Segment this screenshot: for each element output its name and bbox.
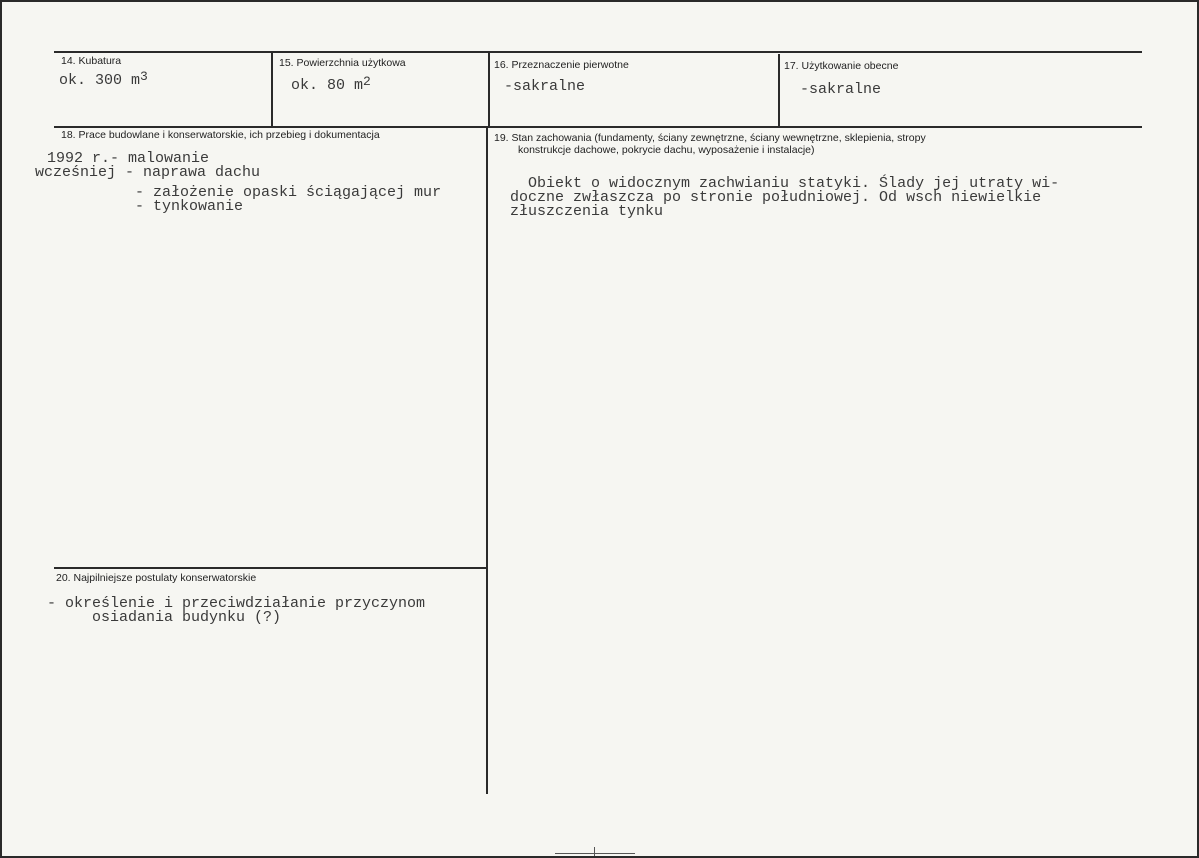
powierzchnia-value [291,74,371,94]
przeznaczenie-value: -sakralne [504,78,586,95]
prace-budowlane-line-1: 1992 r.- malowanie [47,150,210,167]
row1-bottom-rule [54,126,1142,128]
stan-zachowania-label-1: 19. Stan zachowania (fundamenty, ściany zewnętrzne, ściany wewnętrzne, sklepienia, stropy [494,132,926,144]
kubatura-label: 14. Kubatura [61,55,122,67]
section-20-top-rule [54,567,487,569]
prace-budowlane-label: 18. Prace budowlane i konserwatorskie, ich przebieg i dokumentacja [61,129,380,141]
powierzchnia-unit-sup: 2 [363,74,371,89]
uzytkowanie-label: 17. Użytkowanie obecne [784,60,899,72]
kubatura-value-text: ok. 300 m [59,72,141,89]
kubatura-unit-sup: 3 [140,69,148,84]
postulaty-line-2: osiadania budynku (?) [47,609,282,626]
bottom-tick-h [555,853,635,854]
powierzchnia-value-text: ok. 80 m [291,77,364,94]
main-vertical-divider [486,126,488,794]
przeznaczenie-label: 16. Przeznaczenie pierwotne [494,59,629,71]
postulaty-label: 20. Najpilniejsze postulaty konserwatorskie [56,572,257,584]
prace-budowlane-line-4: - tynkowanie [45,198,244,215]
kubatura-value [59,69,148,89]
divider-16-17 [778,54,780,127]
powierzchnia-label: 15. Powierzchnia użytkowa [279,57,406,69]
bottom-tick-v [594,847,595,856]
divider-15-16 [488,51,490,127]
prace-budowlane-line-3: - założenie opaski ściągającej mur [45,184,442,201]
postulaty-line-1: - określenie i przeciwdziałanie przyczynom [47,595,426,612]
prace-budowlane-line-2: wcześniej - naprawa dachu [35,164,261,181]
stan-zachowania-line-1: Obiekt o widocznym zachwianiu statyki. Ślady jej utraty wi- [510,175,1060,192]
stan-zachowania-line-2: doczne zwłaszcza po stronie południowej. Od wsch niewielkie [510,189,1042,206]
stan-zachowania-label-2: konstrukcje dachowe, pokrycie dachu, wyposażenie i instalacje) [518,144,815,156]
divider-14-15 [271,51,273,127]
stan-zachowania-line-3: złuszczenia tynku [510,203,664,220]
uzytkowanie-value: -sakralne [800,81,882,98]
top-rule [54,51,1142,53]
